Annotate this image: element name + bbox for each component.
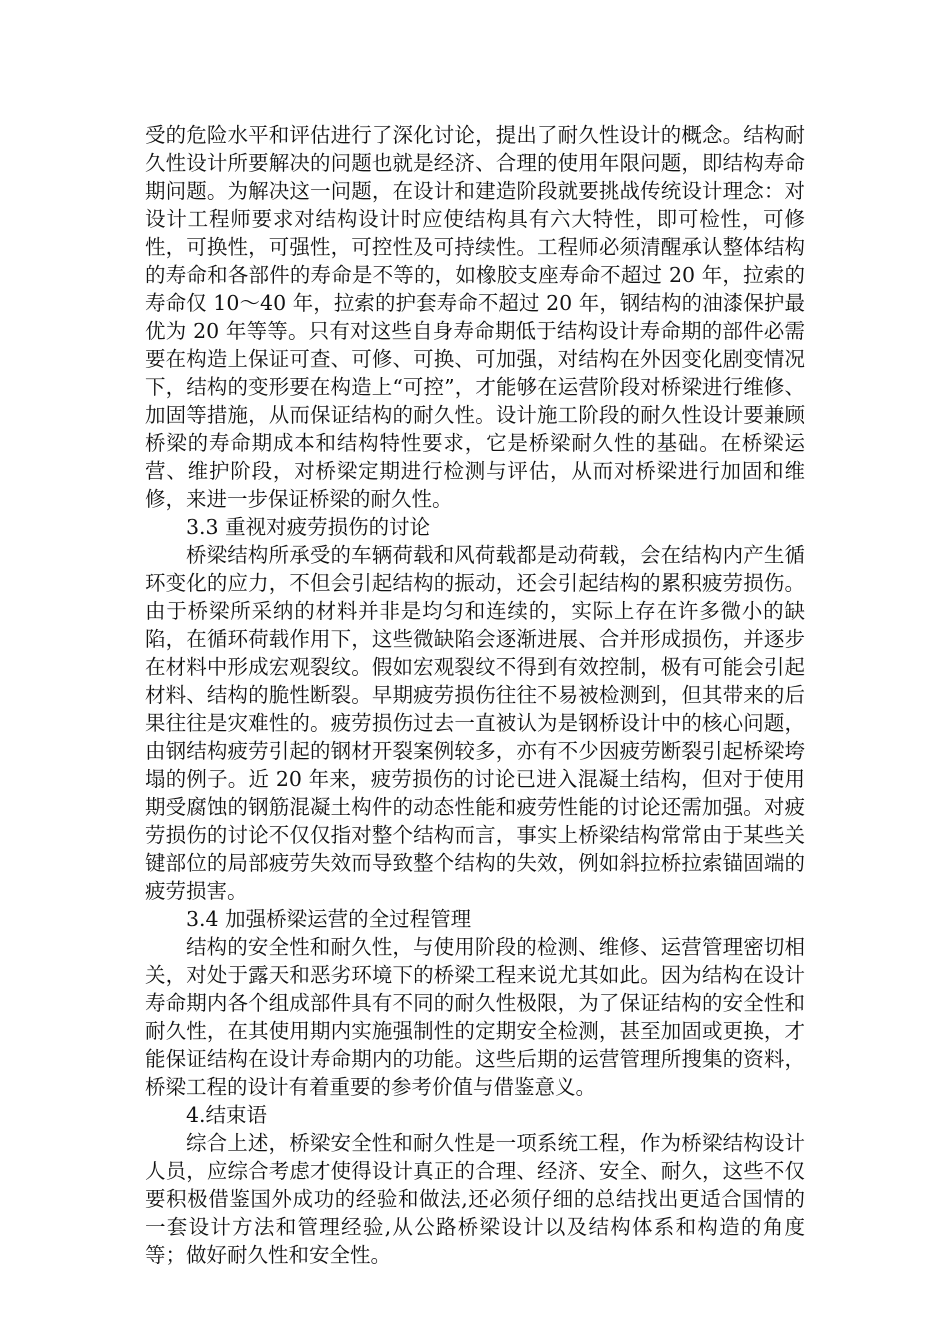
paragraph-operation-management: 结构的安全性和耐久性，与使用阶段的检测、维修、运营管理密切相关，对处于露天和恶劣环境下的桥梁工程来说尤其如此。因为结构在设计寿命期内各个组成部件具有不同的耐久性极限，为了保证结构的安全性和耐久性，在其使用期内实施强制性的定期安全检测，甚至加固或更换，才能保证结构在设计寿命期内的功能。这些后期的运营管理所搜集的资料，桥梁工程的设计有着重要的参考价值与借鉴意义。 — [145, 935, 805, 1099]
paragraph-durability-design: 受的危险水平和评估进行了深化讨论，提出了耐久性设计的概念。结构耐久性设计所要解决的问题也就是经济、合理的使用年限问题，即结构寿命期问题。为解决这一问题，在设计和建造阶段就要挑战传统设计理念：对设计工程师要求对结构设计时应使结构具有六大特性，即可检性，可修性，可换性，可强性，可控性及可持续性。工程师必须清醒承认整体结构的寿命和各部件的寿命是不等的，如橡胶支座寿命不超过 20 年，拉索的寿命仅 10～40 年，拉索的护套寿命不超过 20 年，钢结构的油漆保护最优为 20 年等等。只有对这些自身寿命期低于结构设计寿命期的部件必需要在构造上保证可查、可修、可换、可加强，对结构在外因变化剧变情况下，结构的变形要在构造上“可控”，才能够在运营阶段对桥梁进行维修、加固等措施，从而保证结构的耐久性。设计施工阶段的耐久性设计要兼顾桥梁的寿命期成本和结构特性要求，它是桥梁耐久性的基础。在桥梁运营、维护阶段，对桥梁定期进行检测与评估，从而对桥梁进行加固和维修，来进一步保证桥梁的耐久性。 — [145, 123, 805, 511]
section-heading-conclusion: 4.结束语 — [186, 1103, 268, 1127]
paragraph-fatigue-damage: 桥梁结构所承受的车辆荷载和风荷载都是动荷载，会在结构内产生循环变化的应力，不但会引起结构的振动，还会引起结构的累积疲劳损伤。由于桥梁所采纳的材料并非是均匀和连续的，实际上存在许多微小的缺陷，在循环荷载作用下，这些微缺陷会逐渐进展、合并形成损伤，并逐步在材料中形成宏观裂纹。假如宏观裂纹不得到有效控制，极有可能会引起材料、结构的脆性断裂。早期疲劳损伤往往不易被检测到，但其带来的后果往往是灾难性的。疲劳损伤过去一直被认为是钢桥设计中的核心问题，由钢结构疲劳引起的钢材开裂案例较多，亦有不少因疲劳断裂引起桥梁垮塌的例子。近 20 年来，疲劳损伤的讨论已进入混凝土结构，但对于使用期受腐蚀的钢筋混凝土构件的动态性能和疲劳性能的讨论还需加强。对疲劳损伤的讨论不仅仅指对整个结构而言，事实上桥梁结构常常由于某些关键部位的局部疲劳失效而导致整个结构的失效，例如斜拉桥拉索锚固端的疲劳损害。 — [145, 543, 805, 903]
paragraph-conclusion: 综合上述，桥梁安全性和耐久性是一项系统工程，作为桥梁结构设计人员，应综合考虑才使得设计真正的合理、经济、安全、耐久，这些不仅要积极借鉴国外成功的经验和做法,还必须仔细的总结找出更适合国情的一套设计方法和管理经验,从公路桥梁设计以及结构体系和构造的角度等；做好耐久性和安全性。 — [145, 1131, 805, 1267]
document-page — [145, 121, 805, 1269]
section-heading-3-3: 3.3 重视对疲劳损伤的讨论 — [186, 515, 431, 539]
section-heading-3-4: 3.4 加强桥梁运营的全过程管理 — [186, 907, 472, 931]
